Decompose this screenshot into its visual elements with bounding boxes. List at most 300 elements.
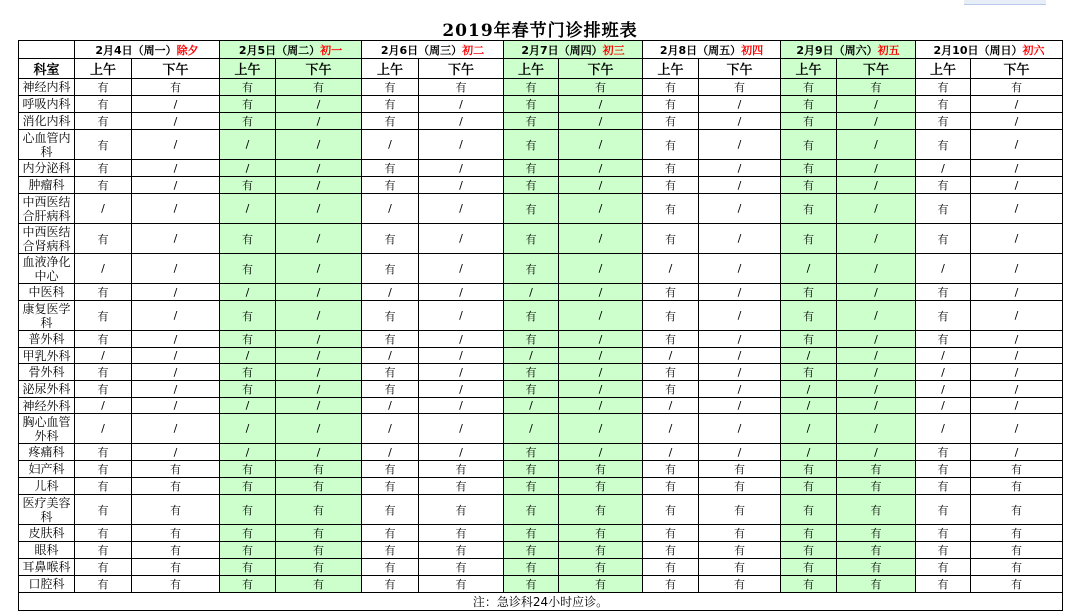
am-cell: / [916, 160, 971, 177]
table-row [19, 348, 1063, 364]
am-cell: 有 [220, 559, 276, 576]
am-cell: 有 [916, 495, 971, 525]
pm-cell: / [837, 224, 916, 254]
pm-cell: / [132, 96, 220, 113]
am-cell: 有 [362, 525, 419, 542]
am-cell: 有 [504, 96, 559, 113]
am-cell: 有 [643, 194, 699, 224]
pm-cell: / [559, 301, 643, 331]
pm-cell: / [132, 224, 220, 254]
am-cell: 有 [504, 194, 559, 224]
pm-cell: 有 [276, 559, 362, 576]
pm-header: 下午 [837, 59, 916, 79]
dept-name: 眼科 [19, 542, 75, 559]
pm-cell: 有 [132, 559, 220, 576]
am-header: 上午 [220, 59, 276, 79]
am-cell: / [75, 194, 132, 224]
pm-cell: / [132, 398, 220, 414]
dept-column-header: 科室 [19, 59, 75, 79]
day-header: 2月4日（周一）除夕 [75, 41, 220, 59]
pm-cell: / [699, 301, 781, 331]
am-cell: 有 [504, 461, 559, 478]
pm-cell: / [699, 414, 781, 444]
am-cell: 有 [75, 331, 132, 348]
am-cell: 有 [781, 364, 837, 381]
am-cell: 有 [75, 364, 132, 381]
pm-cell: / [276, 414, 362, 444]
am-cell: 有 [643, 525, 699, 542]
am-cell: 有 [362, 79, 419, 96]
am-header: 上午 [781, 59, 837, 79]
table-row [19, 79, 1063, 96]
pm-cell: / [419, 113, 504, 130]
pm-cell: / [132, 194, 220, 224]
pm-cell: / [971, 331, 1063, 348]
table-row [19, 130, 1063, 160]
pm-cell: 有 [699, 495, 781, 525]
pm-cell: / [837, 444, 916, 461]
pm-cell: / [419, 444, 504, 461]
pm-cell: 有 [132, 525, 220, 542]
pm-cell: / [699, 177, 781, 194]
am-cell: 有 [643, 331, 699, 348]
dept-name: 心血管内科 [19, 130, 75, 160]
pm-cell: / [971, 254, 1063, 284]
pm-cell: / [971, 160, 1063, 177]
am-cell: / [781, 414, 837, 444]
table-row [19, 461, 1063, 478]
am-cell: 有 [504, 576, 559, 593]
am-cell: 有 [916, 224, 971, 254]
pm-cell: 有 [699, 559, 781, 576]
am-cell: 有 [916, 113, 971, 130]
pm-cell: / [559, 254, 643, 284]
pm-cell: / [419, 224, 504, 254]
pm-cell: 有 [837, 576, 916, 593]
am-cell: / [916, 348, 971, 364]
table-row [19, 364, 1063, 381]
am-cell: 有 [75, 113, 132, 130]
day-header: 2月10日（周日）初六 [916, 41, 1063, 59]
pm-cell: / [699, 194, 781, 224]
am-cell: 有 [916, 542, 971, 559]
am-cell: / [362, 348, 419, 364]
pm-cell: 有 [419, 576, 504, 593]
am-cell: / [781, 444, 837, 461]
pm-cell: 有 [559, 79, 643, 96]
pm-cell: / [559, 160, 643, 177]
pm-cell: / [837, 130, 916, 160]
am-cell: 有 [916, 559, 971, 576]
table-row [19, 495, 1063, 525]
am-cell: 有 [781, 194, 837, 224]
pm-cell: / [837, 381, 916, 398]
am-cell: 有 [220, 576, 276, 593]
dept-name: 肿瘤科 [19, 177, 75, 194]
am-cell: 有 [916, 284, 971, 301]
am-cell: 有 [75, 177, 132, 194]
am-cell: 有 [362, 224, 419, 254]
am-cell: / [916, 398, 971, 414]
am-cell: 有 [75, 130, 132, 160]
am-cell: 有 [643, 559, 699, 576]
am-cell: 有 [362, 576, 419, 593]
pm-cell: 有 [837, 525, 916, 542]
am-cell: 有 [781, 224, 837, 254]
page-title: 2019年春节门诊排班表 [442, 21, 638, 41]
pm-cell: / [971, 398, 1063, 414]
pm-cell: 有 [837, 79, 916, 96]
pm-cell: 有 [971, 495, 1063, 525]
pm-cell: / [132, 414, 220, 444]
day-header: 2月9日（周六）初五 [781, 41, 916, 59]
pm-cell: / [559, 96, 643, 113]
am-cell: 有 [781, 525, 837, 542]
am-cell: 有 [220, 113, 276, 130]
am-cell: / [220, 130, 276, 160]
pm-cell: / [699, 444, 781, 461]
pm-cell: 有 [971, 559, 1063, 576]
pm-cell: 有 [837, 478, 916, 495]
pm-cell: / [971, 284, 1063, 301]
pm-cell: 有 [971, 79, 1063, 96]
pm-cell: / [837, 96, 916, 113]
am-cell: / [220, 444, 276, 461]
am-cell: / [916, 414, 971, 444]
am-cell: 有 [220, 96, 276, 113]
pm-cell: 有 [837, 542, 916, 559]
am-cell: / [504, 398, 559, 414]
pm-cell: 有 [132, 576, 220, 593]
pm-cell: 有 [971, 478, 1063, 495]
pm-cell: / [132, 331, 220, 348]
table-row [19, 160, 1063, 177]
am-header: 上午 [504, 59, 559, 79]
pm-header: 下午 [559, 59, 643, 79]
pm-cell: / [971, 444, 1063, 461]
pm-cell: 有 [559, 525, 643, 542]
am-cell: 有 [220, 461, 276, 478]
pm-cell: / [276, 301, 362, 331]
am-cell: 有 [643, 542, 699, 559]
dept-name: 呼吸内科 [19, 96, 75, 113]
am-cell: 有 [916, 96, 971, 113]
pm-cell: / [559, 414, 643, 444]
am-cell: 有 [75, 478, 132, 495]
am-cell: / [643, 398, 699, 414]
am-cell: / [362, 398, 419, 414]
pm-cell: / [837, 284, 916, 301]
pm-cell: / [559, 381, 643, 398]
am-cell: / [362, 414, 419, 444]
pm-cell: / [132, 254, 220, 284]
am-cell: / [220, 348, 276, 364]
table-row [19, 254, 1063, 284]
am-cell: 有 [916, 461, 971, 478]
pm-cell: / [419, 414, 504, 444]
dept-name: 中医科 [19, 284, 75, 301]
pm-cell: / [276, 364, 362, 381]
day-header: 2月5日（周二）初一 [220, 41, 362, 59]
pm-header: 下午 [276, 59, 362, 79]
pm-cell: 有 [276, 525, 362, 542]
am-cell: 有 [643, 364, 699, 381]
dept-name: 中西医结合肝病科 [19, 194, 75, 224]
am-cell: 有 [643, 177, 699, 194]
pm-header: 下午 [132, 59, 220, 79]
dept-name: 神经外科 [19, 398, 75, 414]
pm-cell: / [132, 301, 220, 331]
am-cell: 有 [916, 177, 971, 194]
am-cell: 有 [75, 284, 132, 301]
pm-cell: / [971, 301, 1063, 331]
table-row [19, 284, 1063, 301]
am-header: 上午 [362, 59, 419, 79]
pm-cell: / [971, 414, 1063, 444]
pm-cell: / [837, 331, 916, 348]
pm-cell: / [837, 301, 916, 331]
am-cell: 有 [781, 301, 837, 331]
pm-cell: / [419, 160, 504, 177]
pm-cell: / [699, 130, 781, 160]
pm-cell: / [699, 224, 781, 254]
pm-cell: / [699, 348, 781, 364]
dept-name: 普外科 [19, 331, 75, 348]
am-cell: / [643, 348, 699, 364]
am-cell: / [220, 414, 276, 444]
pm-cell: / [419, 331, 504, 348]
table-row [19, 478, 1063, 495]
pm-header: 下午 [419, 59, 504, 79]
am-cell: 有 [362, 559, 419, 576]
table-row [19, 301, 1063, 331]
am-cell: 有 [362, 96, 419, 113]
pm-cell: / [419, 194, 504, 224]
am-cell: 有 [75, 381, 132, 398]
am-cell: / [916, 381, 971, 398]
pm-cell: 有 [276, 461, 362, 478]
am-cell: / [643, 444, 699, 461]
table-row [19, 525, 1063, 542]
am-cell: 有 [781, 113, 837, 130]
schedule-body [19, 79, 1063, 593]
am-cell: / [504, 414, 559, 444]
am-cell: / [220, 398, 276, 414]
am-cell: 有 [362, 461, 419, 478]
am-cell: 有 [220, 331, 276, 348]
pm-cell: / [276, 194, 362, 224]
am-cell: / [781, 348, 837, 364]
table-row [19, 542, 1063, 559]
am-cell: / [362, 194, 419, 224]
pm-cell: / [419, 177, 504, 194]
dept-name: 耳鼻喉科 [19, 559, 75, 576]
am-cell: 有 [75, 444, 132, 461]
am-header: 上午 [643, 59, 699, 79]
pm-cell: 有 [559, 495, 643, 525]
am-cell: 有 [781, 331, 837, 348]
pm-cell: / [276, 444, 362, 461]
dept-name: 中西医结合肾病科 [19, 224, 75, 254]
pm-cell: / [971, 130, 1063, 160]
pm-cell: / [419, 254, 504, 284]
pm-cell: / [132, 381, 220, 398]
am-cell: / [220, 160, 276, 177]
am-cell: 有 [504, 525, 559, 542]
am-cell: 有 [220, 478, 276, 495]
pm-cell: / [419, 364, 504, 381]
header-corner [19, 41, 75, 59]
pm-cell: 有 [132, 478, 220, 495]
day-header: 2月7日（周四）初三 [504, 41, 643, 59]
pm-cell: / [419, 284, 504, 301]
am-cell: 有 [220, 364, 276, 381]
am-cell: 有 [220, 177, 276, 194]
pm-cell: / [559, 348, 643, 364]
pm-cell: 有 [699, 525, 781, 542]
am-cell: / [220, 194, 276, 224]
am-cell: 有 [504, 254, 559, 284]
pm-cell: / [419, 301, 504, 331]
am-cell: 有 [781, 478, 837, 495]
pm-cell: / [699, 113, 781, 130]
pm-cell: / [559, 194, 643, 224]
am-header: 上午 [75, 59, 132, 79]
am-cell: 有 [75, 301, 132, 331]
pm-cell: / [559, 113, 643, 130]
pm-cell: / [837, 194, 916, 224]
pm-cell: / [699, 96, 781, 113]
am-cell: / [362, 130, 419, 160]
am-cell: 有 [916, 194, 971, 224]
pm-cell: / [132, 348, 220, 364]
dept-name: 内分泌科 [19, 160, 75, 177]
am-cell: 有 [643, 381, 699, 398]
am-cell: / [504, 348, 559, 364]
pm-cell: 有 [699, 576, 781, 593]
dept-name: 消化内科 [19, 113, 75, 130]
am-cell: 有 [75, 495, 132, 525]
am-cell: / [362, 284, 419, 301]
am-cell: / [781, 398, 837, 414]
pm-cell: / [837, 414, 916, 444]
pm-cell: / [837, 398, 916, 414]
am-cell: 有 [220, 224, 276, 254]
pm-cell: 有 [699, 542, 781, 559]
pm-cell: / [971, 194, 1063, 224]
am-cell: 有 [781, 284, 837, 301]
pm-cell: / [699, 364, 781, 381]
pm-cell: / [559, 364, 643, 381]
am-cell: 有 [75, 160, 132, 177]
pm-cell: 有 [559, 461, 643, 478]
pm-cell: 有 [132, 495, 220, 525]
pm-cell: 有 [132, 461, 220, 478]
pm-cell: / [276, 130, 362, 160]
am-cell: 有 [220, 495, 276, 525]
table-row [19, 559, 1063, 576]
am-cell: 有 [75, 79, 132, 96]
table-row [19, 576, 1063, 593]
pm-cell: 有 [419, 559, 504, 576]
am-cell: 有 [643, 284, 699, 301]
pm-cell: / [276, 224, 362, 254]
pm-cell: 有 [699, 79, 781, 96]
am-cell: 有 [362, 177, 419, 194]
am-cell: 有 [504, 160, 559, 177]
pm-header: 下午 [971, 59, 1063, 79]
am-cell: 有 [362, 331, 419, 348]
am-cell: 有 [220, 525, 276, 542]
pm-cell: / [276, 177, 362, 194]
dept-name: 口腔科 [19, 576, 75, 593]
am-cell: 有 [504, 542, 559, 559]
pm-cell: / [971, 177, 1063, 194]
pm-cell: 有 [276, 478, 362, 495]
dept-name: 医疗美容科 [19, 495, 75, 525]
note-row [19, 593, 1063, 611]
am-cell: / [75, 254, 132, 284]
pm-cell: / [699, 331, 781, 348]
am-cell: 有 [504, 559, 559, 576]
pm-cell: / [276, 398, 362, 414]
am-cell: 有 [504, 381, 559, 398]
footnote: 注：急诊科24小时应诊。 [19, 593, 1063, 611]
pm-cell: / [419, 381, 504, 398]
am-cell: 有 [781, 130, 837, 160]
pm-cell: / [837, 113, 916, 130]
pm-cell: 有 [559, 576, 643, 593]
dept-name: 儿科 [19, 478, 75, 495]
pm-cell: 有 [419, 461, 504, 478]
pm-cell: / [132, 364, 220, 381]
pm-cell: 有 [559, 542, 643, 559]
am-cell: 有 [916, 331, 971, 348]
pm-cell: / [837, 254, 916, 284]
am-cell: 有 [643, 113, 699, 130]
pm-cell: 有 [276, 542, 362, 559]
dept-name: 皮肤科 [19, 525, 75, 542]
pm-cell: / [837, 177, 916, 194]
table-row [19, 224, 1063, 254]
am-cell: 有 [916, 525, 971, 542]
am-cell: 有 [75, 224, 132, 254]
table-row [19, 96, 1063, 113]
table-row [19, 194, 1063, 224]
pm-cell: / [699, 284, 781, 301]
am-cell: 有 [362, 254, 419, 284]
dept-name: 妇产科 [19, 461, 75, 478]
am-cell: 有 [362, 542, 419, 559]
am-cell: 有 [362, 495, 419, 525]
pm-cell: 有 [699, 461, 781, 478]
pm-cell: / [971, 113, 1063, 130]
pm-cell: / [132, 284, 220, 301]
pm-cell: 有 [837, 495, 916, 525]
pm-cell: / [699, 398, 781, 414]
am-cell: 有 [781, 559, 837, 576]
am-cell: 有 [781, 576, 837, 593]
day-header: 2月6日（周三）初二 [362, 41, 504, 59]
am-cell: 有 [643, 478, 699, 495]
am-cell: 有 [916, 79, 971, 96]
am-cell: 有 [781, 461, 837, 478]
dept-name: 康复医学科 [19, 301, 75, 331]
am-cell: 有 [504, 478, 559, 495]
pm-cell: / [837, 364, 916, 381]
pm-cell: 有 [276, 79, 362, 96]
pm-cell: / [132, 177, 220, 194]
